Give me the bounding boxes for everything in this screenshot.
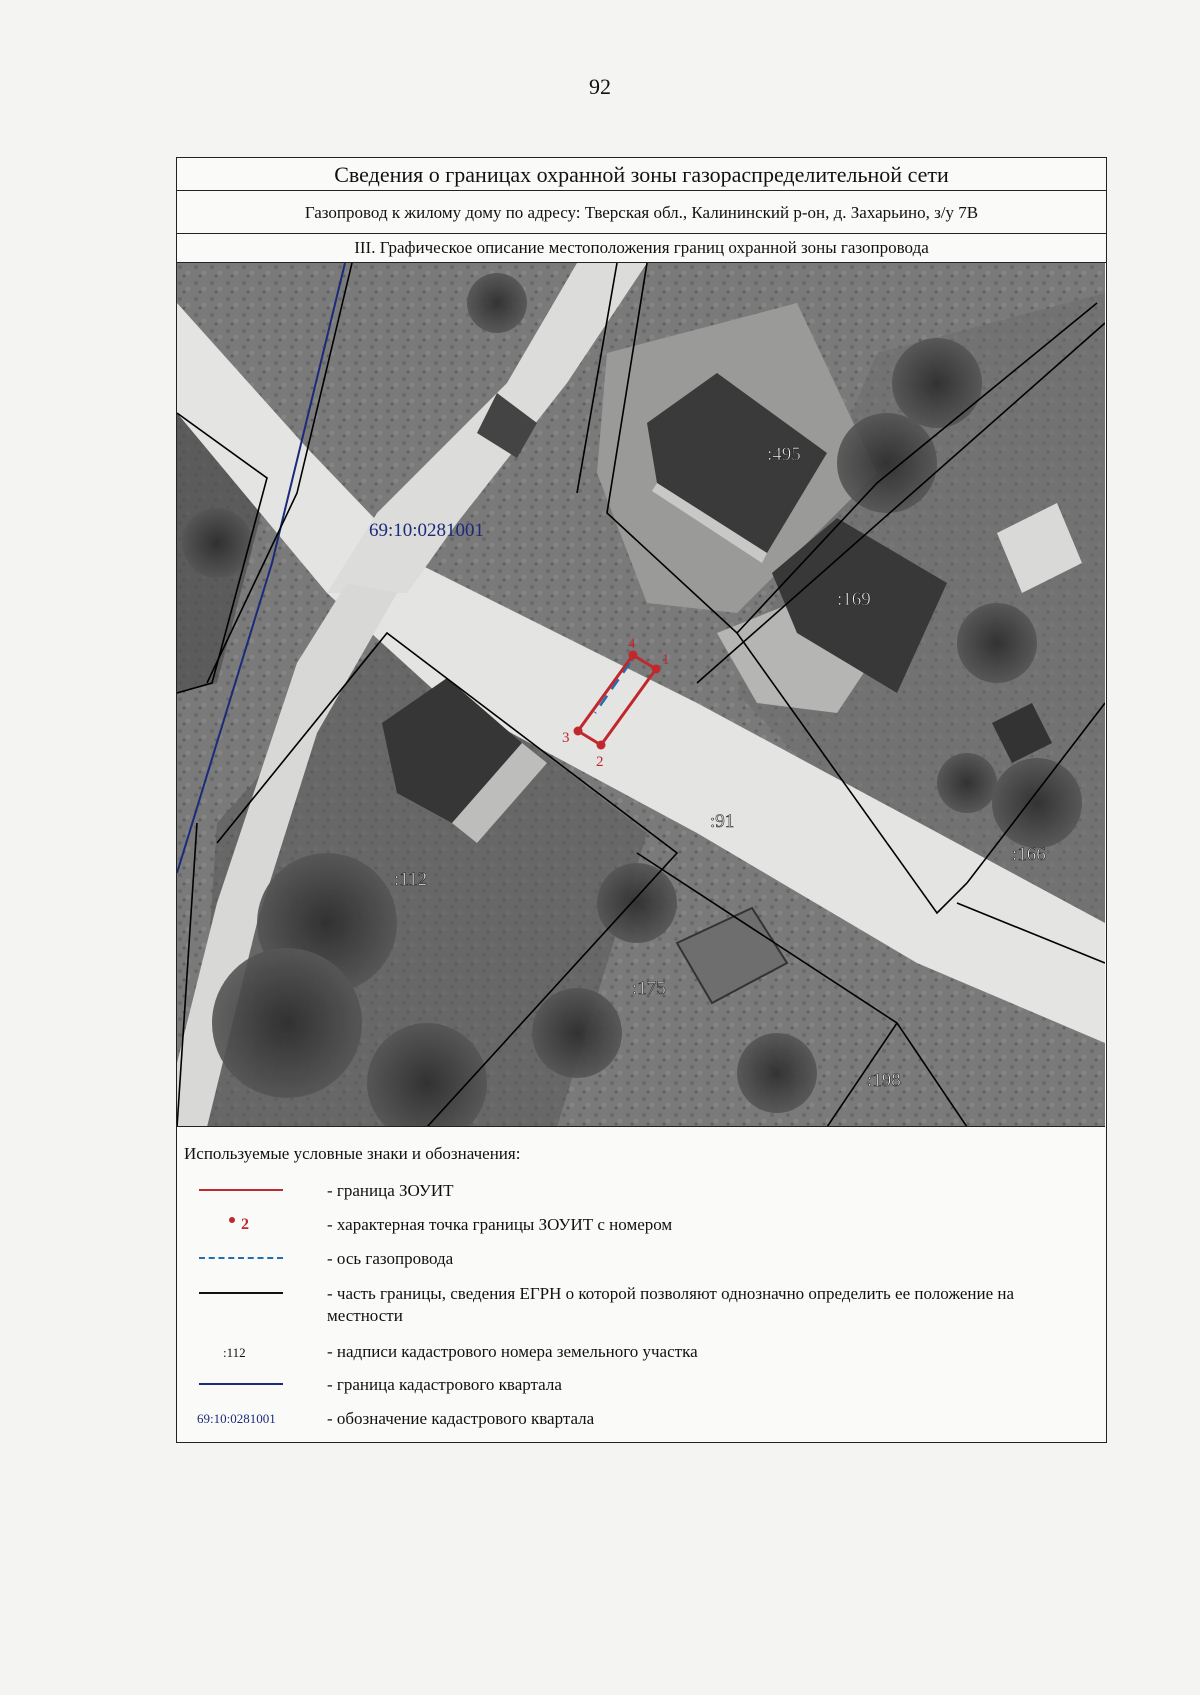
legend <box>177 1128 1105 1440</box>
parcel-label-symbol <box>195 1341 285 1361</box>
red-line-symbol <box>195 1180 285 1200</box>
zouit-point-label-1: 1 <box>662 652 670 668</box>
parcel-label-112: :112 <box>394 869 428 890</box>
parcel-label-91: :91 <box>710 811 735 832</box>
zouit-point-3 <box>574 727 583 736</box>
map-canvas <box>177 263 1105 1127</box>
zouit-point-label-2: 2 <box>596 754 604 770</box>
cadastral-quarter-label: 69:10:0281001 <box>369 520 485 541</box>
parcel-label-495: :495 <box>767 444 801 465</box>
page-number: 92 <box>589 74 611 99</box>
zouit-point-1 <box>652 665 661 674</box>
zouit-point-label-4: 4 <box>628 636 636 652</box>
legend-text: - обозначение кадастрового квартала <box>327 1409 595 1428</box>
parcel-label-169: :169 <box>837 589 871 610</box>
black-line-symbol <box>195 1283 285 1303</box>
parcel-label-175: :175 <box>632 978 666 999</box>
parcel-label-166: :166 <box>1012 844 1046 865</box>
parcel-label-198: :198 <box>867 1070 901 1091</box>
legend-text: - характерная точка границы ЗОУИТ с номером <box>327 1215 673 1234</box>
parcel-label-sample: :112 <box>223 1345 246 1360</box>
legend-text: - ось газопровода <box>327 1249 454 1268</box>
object-description: Газопровод к жилому дому по адресу: Тверская обл., Калининский р-он, д. Захарьино, з/у 7В <box>177 191 1106 234</box>
navy-line-symbol <box>195 1374 285 1394</box>
blue-dashed-line-symbol <box>195 1248 285 1268</box>
legend-text: - граница ЗОУИТ <box>327 1181 454 1200</box>
quarter-label-symbol <box>195 1408 285 1428</box>
point-number-sample: 2 <box>241 1216 249 1233</box>
legend-text: - надписи кадастрового номера земельного участка <box>327 1342 698 1361</box>
zouit-point-2 <box>597 741 606 750</box>
aerial-map <box>177 263 1105 1127</box>
quarter-label-sample: 69:10:0281001 <box>197 1411 276 1426</box>
sheet-title: Сведения о границах охранной зоны газораспределительной сети <box>177 158 1106 191</box>
red-point-symbol <box>195 1214 285 1234</box>
legend-title: Используемые условные знаки и обозначения: <box>184 1144 521 1163</box>
legend-text: - часть границы, сведения ЕГРН о которой позволяют однозначно определить ее положение на местности <box>327 1284 1015 1325</box>
zouit-point-label-3: 3 <box>562 730 570 746</box>
section-title: III. Графическое описание местоположения границ охранной зоны газопровода <box>177 234 1106 263</box>
legend-text: - граница кадастрового квартала <box>327 1375 562 1394</box>
zone-info-sheet <box>176 157 1107 1443</box>
